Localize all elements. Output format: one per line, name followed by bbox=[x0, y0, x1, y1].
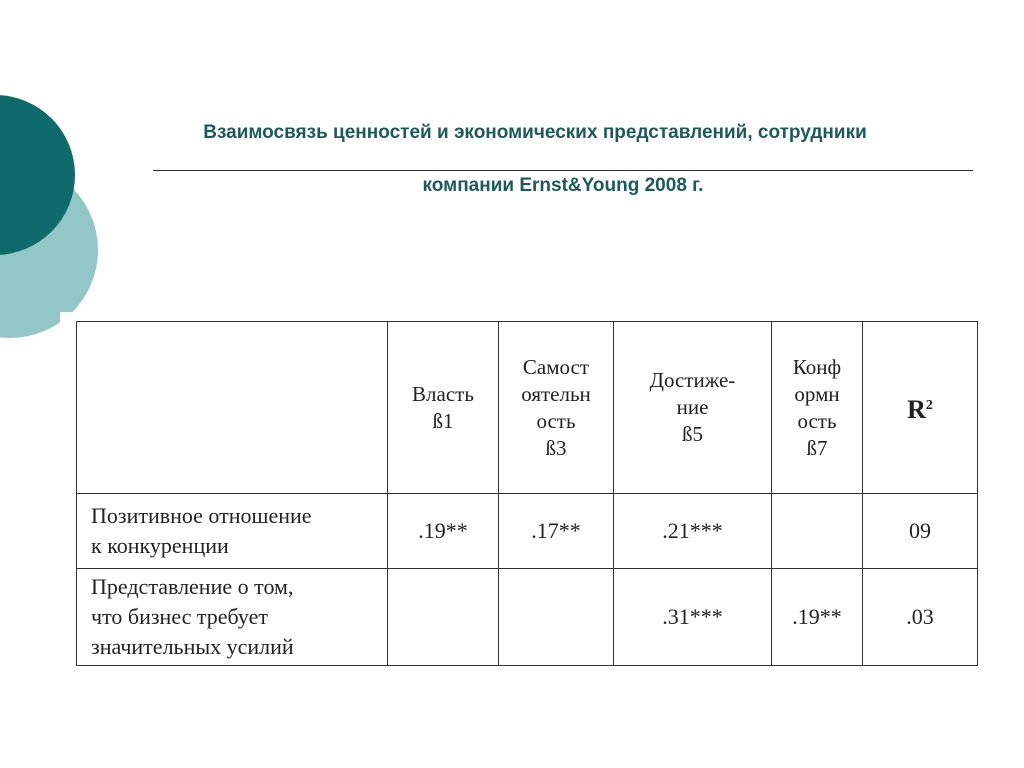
header-konformnost: Конф ормн ость ß7 bbox=[772, 322, 863, 494]
cell-value: .19** bbox=[388, 494, 499, 569]
cell-value bbox=[499, 569, 614, 666]
cell-value bbox=[772, 494, 863, 569]
header-vlast: Власть ß1 bbox=[388, 322, 499, 494]
header-empty-cell bbox=[77, 322, 388, 494]
cell-value: .21*** bbox=[614, 494, 772, 569]
cell-value bbox=[388, 569, 499, 666]
slide-title-line1: Взаимосвязь ценностей и экономических представлений, сотрудники bbox=[203, 122, 867, 143]
header-row bbox=[77, 322, 978, 494]
table-row bbox=[77, 569, 978, 666]
header-samostoyatelnost: Самост оятельн ость ß3 bbox=[499, 322, 614, 494]
cell-value: .31*** bbox=[614, 569, 772, 666]
correlation-table bbox=[76, 321, 978, 666]
cell-value: .17** bbox=[499, 494, 614, 569]
header-dostizhenie: Достиже- ние ß5 bbox=[614, 322, 772, 494]
cell-value: .03 bbox=[863, 569, 978, 666]
row-label-competition: Позитивное отношение к конкуренции bbox=[77, 494, 388, 569]
row-label-business-effort: Представление о том, что бизнес требует значительных усилий bbox=[77, 569, 388, 666]
title-divider bbox=[153, 170, 973, 171]
cell-value: 09 bbox=[863, 494, 978, 569]
table-row bbox=[77, 494, 978, 569]
header-r-squared: $R^2$ bbox=[863, 322, 978, 494]
slide-title-line2: компании Ernst&Young 2008 г. bbox=[422, 175, 704, 196]
cell-value: .19** bbox=[772, 569, 863, 666]
